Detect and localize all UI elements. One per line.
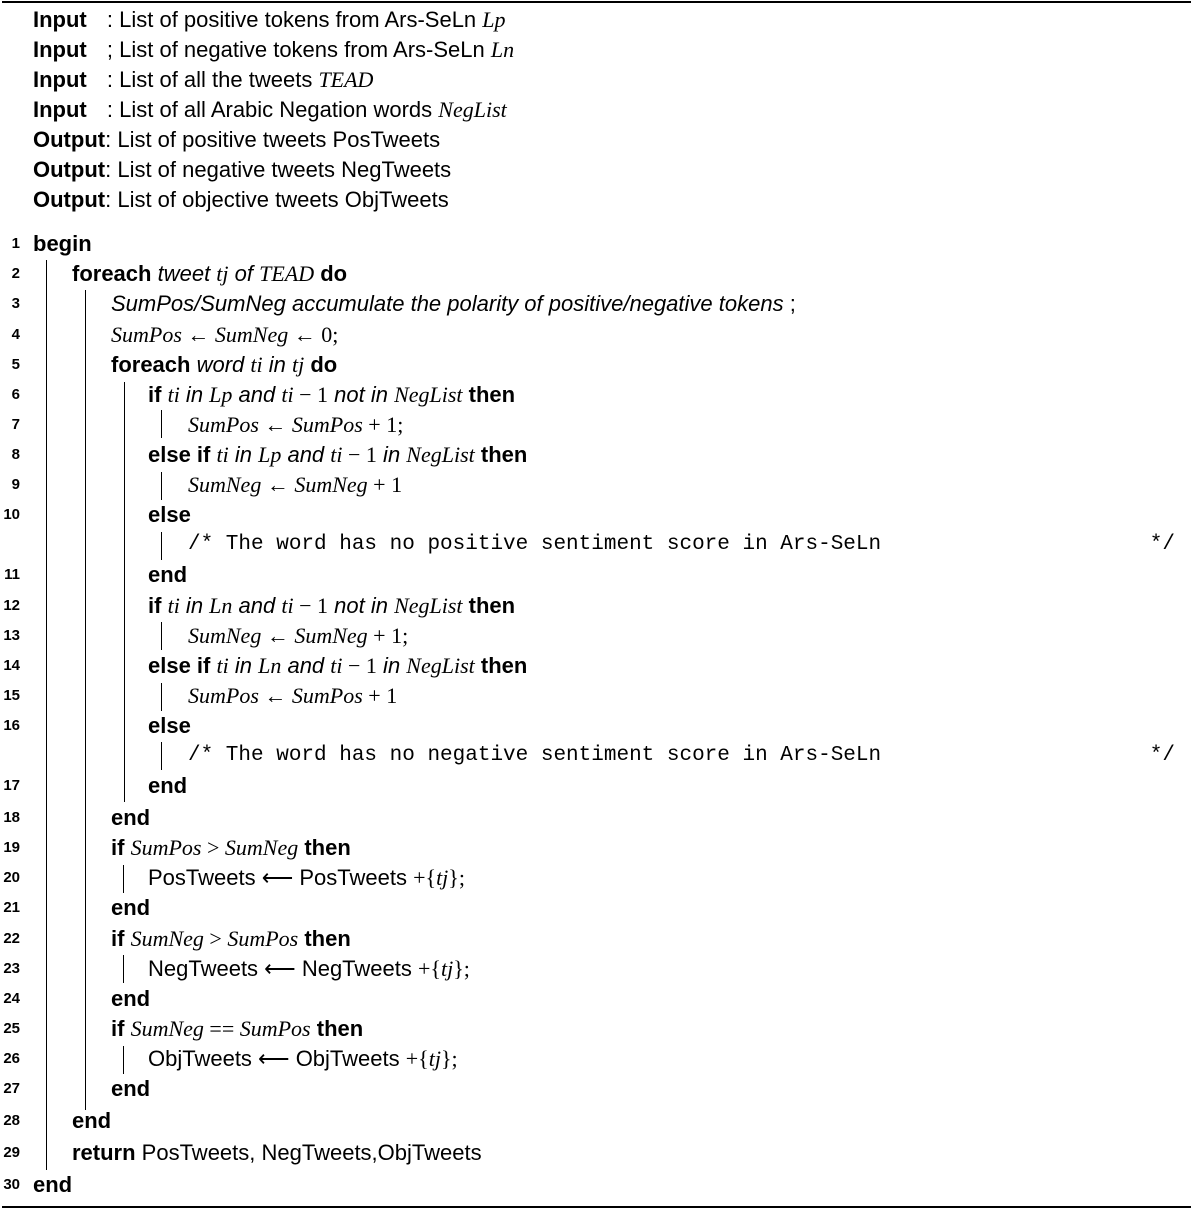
begin-block-bar [46,260,47,1170]
line-number: 3 [11,295,20,312]
top-rule [2,1,1191,3]
line-number: 27 [3,1080,20,1097]
if-pos-block-bar [123,865,124,893]
comment-negative: /* The word has no negative sentiment score in Ars-SeLn */ [188,744,1175,767]
foreach-tweet-block-bar [85,290,86,1110]
line-number: 17 [3,777,20,794]
line-number: 21 [3,899,20,916]
if-neg-block-bar [123,955,124,983]
line-number: 30 [3,1176,20,1193]
line-number: 23 [3,960,20,977]
line-number: 5 [11,356,20,373]
line-number: 9 [11,476,20,493]
elseif-block-bar-2 [161,683,162,711]
line-number: 8 [11,446,20,463]
if-block-bar-2 [161,622,162,650]
line-number: 11 [4,566,20,583]
line-number: 10 [3,506,20,523]
line-number: 18 [3,809,20,826]
line-number: 6 [11,386,20,403]
line-number: 29 [3,1144,20,1161]
line-number: 1 [11,235,20,252]
line-number: 25 [3,1020,20,1037]
line-number: 22 [3,930,20,947]
line-number: 2 [11,265,20,282]
foreach-word-block-bar [124,382,125,802]
line-number: 19 [3,839,20,856]
line-number: 28 [3,1112,20,1129]
elseif-block-bar-1 [161,472,162,500]
line-number: 13 [3,627,20,644]
line-number: 12 [3,597,20,614]
comment-positive: /* The word has no positive sentiment score in Ars-SeLn */ [188,533,1175,556]
line-number: 16 [3,717,20,734]
bottom-rule [2,1206,1191,1208]
line-number: 15 [3,687,20,704]
line-number: 7 [11,416,20,433]
if-block-bar-1 [161,410,162,438]
line-number: 4 [11,326,20,343]
line-number: 24 [3,990,20,1007]
if-obj-block-bar [123,1046,124,1074]
line-number: 14 [3,657,20,674]
line-number: 26 [3,1050,20,1067]
line-number: 20 [3,869,20,886]
